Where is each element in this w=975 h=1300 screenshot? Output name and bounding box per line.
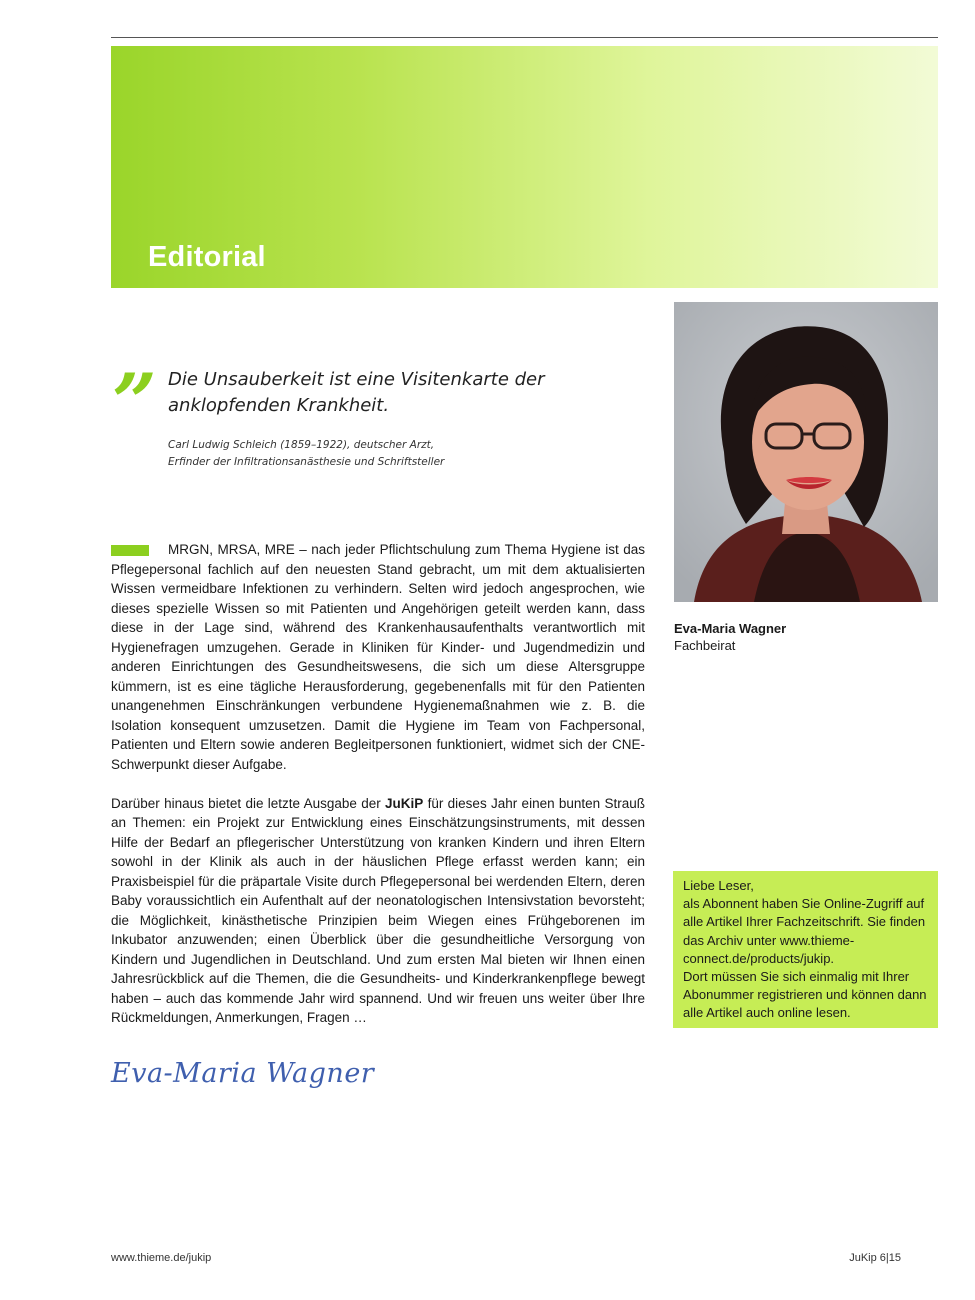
author-role: Fachbeirat — [674, 638, 736, 653]
body-paragraph — [111, 794, 645, 1028]
body-paragraph: MRGN, MRSA, MRE – nach jeder Pflichtschulung zum Thema Hygiene ist das Pflegepersonal fachlich auf den neuesten Stand gebracht, um mit dem aktualisierten Wissen vermeidbare Infektionen zu verhindern. Selten wird jedoch angesprochen, wie dieses spezielle Wissen so mit Patienten und Angehörigen geteilt werden kann, dass diese in der Lage sind, während des Krankenhausaufenthalts verantwortlich mit Hygienefragen umzugehen. Gerade in Kliniken für Kinder- und Jugendmedizin und anderen Einrichtungen des Gesundheitswesens, die sich um diese Altersgruppe kümmern, ist es eine tägliche Herausforderung, gegebenenfalls mit für den Patienten unangenehmen Einschränkungen verbundene Hygienemaßnahmen wie z. B. die Isolation konsequent umzusetzen. Damit die Hygiene im Team von Fachpersonal, Patienten und Eltern sowie anderen Begleitpersonen funktioniert, widmet sich der CNE-Schwerpunkt dieser Aufgabe. — [111, 542, 645, 772]
quote-mark-icon: ” — [112, 357, 157, 448]
quote-text: Die Unsauberkeit ist eine Visitenkarte der anklopfenden Krankheit. — [168, 369, 545, 416]
reader-infobox — [673, 871, 938, 1028]
quote-source-line: Erfinder der Infiltrationsanästhesie und Schriftsteller — [168, 456, 445, 468]
portrait-image — [674, 302, 938, 602]
quote-source-line: Carl Ludwig Schleich (1859–1922), deutscher Arzt, — [168, 439, 435, 451]
top-rule — [111, 37, 938, 38]
footer-url[interactable]: www.thieme.de/jukip — [111, 1252, 212, 1264]
author-photo — [674, 302, 938, 602]
body-text-run: Darüber hinaus bietet die letzte Ausgabe der — [111, 795, 386, 811]
journal-name: JuKiP — [385, 795, 424, 811]
author-name: Eva-Maria Wagner — [674, 621, 787, 636]
quote-source — [168, 437, 588, 471]
body-text-run: für dieses Jahr einen bunten Strauß an Themen: ein Projekt zur Entwicklung eines Einschätzungsinstruments, mit dessen Hilfe der Bedarf an pflegerischer Unterstützung von kranken Kindern und ihren Eltern sowohl in der Klinik als auch in der häuslichen Pflege erfasst werden kann; ein Praxisbeispiel für die präpartale Visite durch Pflegepersonal bei werdenden Eltern, deren Baby voraussichtlich ein Aufenthalt auf der neonatologischen Intensivstation bevorsteht; die Möglichkeit, kinästhetische Prinzipien beim Wiegen eines Frühgeborenen im Inkubator anzuwenden; einen Überblick über die gesundheitliche Versorgung von Kindern und Jugendlichen in Deutschland. Und zum ersten Mal bieten wir Ihnen einen Jahresrückblick auf die Themen, die die Gesundheits- und Kinderkrankenpflege bewegt haben – auch das kommende Jahr wird spannend. Und wir freuen uns weiter über Ihre Rückmeldungen, Anmerkungen, Fragen … — [111, 795, 645, 1025]
infobox-greeting: Liebe Leser, — [683, 878, 754, 893]
page-title: Editorial — [148, 241, 266, 273]
footer-page-info: JuKip 6|15 — [849, 1252, 901, 1264]
author-signature: Eva-Maria Wagner — [111, 1058, 375, 1089]
infobox-text: als Abonnent haben Sie Online-Zugriff auf alle Artikel Ihrer Fachzeitschrift. Sie finden das Archiv unter www.thieme-connect.de/products/jukip. — [683, 896, 926, 966]
article-body — [111, 540, 645, 1028]
editorial-banner — [111, 46, 938, 288]
infobox-text: Dort müssen Sie sich einmalig mit Ihrer Abonummer registrieren und können dann alle Artikel auch online lesen. — [683, 969, 927, 1021]
